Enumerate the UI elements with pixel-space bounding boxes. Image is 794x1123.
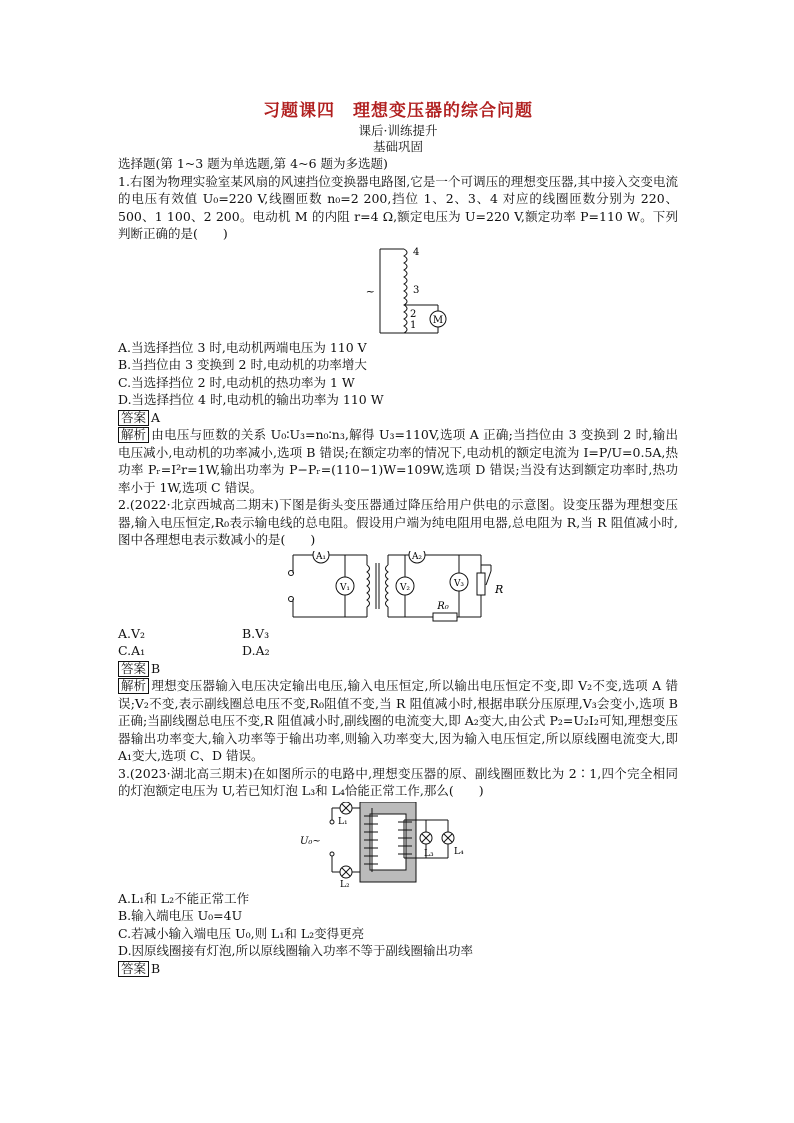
svg-text:R: R (495, 582, 504, 596)
motor-label: M (432, 314, 444, 326)
source-label: U₀~ (300, 835, 321, 847)
svg-text:L₁: L₁ (338, 816, 348, 827)
svg-text:V₂: V₂ (399, 582, 411, 593)
answer-tag: 答案 (118, 961, 149, 977)
subtitle: 课后·训练提升 (358, 123, 438, 138)
q3-option-b: B.输入端电压 U₀=4U (118, 908, 243, 923)
q2-analysis (118, 677, 678, 765)
q2-option-c: C.A₁ (118, 643, 146, 658)
q3-stem: 3.(2023·湖北高三期末)在如图所示的电路中,理想变压器的原、副线圈匝数比为 2∶1,四个完全相同的灯泡额定电压为 U,若已知灯泡 L₃和 L₄恰能正常工作,那么( ) (118, 765, 678, 798)
q2-figure (118, 551, 678, 623)
q2-option-d: D.A₂ (242, 643, 270, 658)
q3-figure (118, 802, 678, 888)
tap-2-label: 2 (410, 308, 417, 320)
page-content (118, 96, 678, 977)
page-title: 习题课四 理想变压器的综合问题 (263, 101, 533, 121)
svg-text:V₃: V₃ (453, 578, 465, 589)
q3-answer (118, 960, 678, 978)
svg-text:A₁: A₁ (315, 551, 327, 562)
q1-option-a: A.当选择挡位 3 时,电动机两端电压为 110 V (118, 339, 367, 355)
svg-text:R₀: R₀ (437, 600, 449, 612)
q1-stem: 1.右图为物理实验室某风扇的风速挡位变换器电路图,它是一个可调压的理想变压器,其中接入交变电流的电压有效值 U₀=220 V,线圈匝数 n₀=2 200,挡位 1、2、3、4 对应的线圈匝数分别为 220、500、1 100、2 200。电动机 M 的内阻 r=4 Ω,额定电压为 U=220 V,额定功率 P=110 W。下列判断正确的是( ) (118, 173, 678, 241)
q1-analysis-text: 由电压与匝数的关系 U₀∶U₃=n₀∶n₃,解得 U₃=110V,选项 A 正确;当挡位由 3 变换到 2 时,输出电压减小,电动机的功率减小,选项 B 错误;在额定功率的情况下,电动机的额定电流为 I=P/U=0.5A,热功率 Pᵣ=I²r=1W,输出功率为 P−Pᵣ=(110−1)W=109W,选项 D 错误;当没有达到额定功率时,热功率小于 1W,选项 C 错误。 (118, 427, 678, 495)
variable-resistor-r (477, 573, 485, 595)
analysis-tag: 解析 (118, 427, 149, 443)
resistor-r0 (433, 613, 457, 621)
q1-analysis (118, 426, 678, 496)
tap-1-label: 1 (410, 319, 417, 331)
q1-option-c: C.当选择挡位 2 时,电动机的热功率为 1 W (118, 374, 355, 390)
q2-analysis-text: 理想变压器输入电压决定输出电压,输入电压恒定,所以输出电压恒定不变,即 V₂不变,选项 A 错误;V₂不变,表示副线圈总电压不变,R₀阻值不变,当 R 阻值减小时,根据串联分压原理,V₃会变小,选项 B 正确;当副线圈总电压不变,R 阻值减小时,副线圈的电流变大,即 A₂变大,由公式 P₂=U₂I₂可知,理想变压器输出功率变大,输入功率等于输出功率,则输入功率变大,因为输入电压恒定,所以原线圈电流变大,即 A₁变大,选项 C、D 错误。 (118, 678, 678, 763)
q2-options-row-1 (118, 625, 678, 643)
q3-option-a: A.L₁和 L₂不能正常工作 (118, 890, 250, 906)
svg-text:L₂: L₂ (340, 879, 350, 888)
q2-option-b: B.V₃ (242, 625, 270, 641)
q1-answer-value: A (151, 409, 161, 425)
q3-option-d: D.因原线圈接有灯泡,所以原线圈输入功率不等于副线圈输出功率 (118, 943, 474, 958)
transformer-lamps-diagram (298, 802, 498, 888)
q1-answer (118, 409, 678, 427)
section-intro: 选择题(第 1~3 题为单选题,第 4~6 题为多选题) (118, 156, 388, 171)
section-title: 基础巩固 (372, 139, 423, 154)
q1-option-d: D.当选择挡位 4 时,电动机的输出功率为 110 W (118, 392, 384, 407)
q2-answer (118, 660, 678, 678)
ac-source-label: ~ (365, 284, 375, 298)
step-down-transformer-diagram (283, 551, 513, 623)
q3-answer-value: B (151, 960, 161, 976)
analysis-tag: 解析 (118, 678, 149, 694)
q2-options-row-2 (118, 642, 678, 660)
q2-option-a: A.V₂ (118, 625, 146, 641)
q3-option-c: C.若减小输入端电压 U₀,则 L₁和 L₂变得更亮 (118, 925, 365, 941)
tap-3-label: 3 (413, 284, 420, 296)
svg-text:A₂: A₂ (411, 551, 423, 562)
answer-tag: 答案 (118, 661, 149, 677)
autotransformer-diagram (338, 245, 458, 337)
svg-text:L₃: L₃ (424, 848, 434, 859)
q2-answer-value: B (151, 660, 161, 676)
q1-figure (118, 245, 678, 337)
svg-text:L₄: L₄ (454, 846, 464, 857)
svg-text:V₁: V₁ (339, 582, 351, 593)
q2-stem: 2.(2022·北京西城高二期末)下图是街头变压器通过降压给用户供电的示意图。设变压器为理想变压器,输入电压恒定,R₀表示输电线的总电阻。假设用户端为纯电阻用电器,总电阻为 R,当 R 阻值减小时,图中各理想电表示数减小的是( ) (118, 497, 678, 547)
answer-tag: 答案 (118, 410, 149, 426)
tap-4-label: 4 (413, 246, 420, 258)
q1-option-b: B.当挡位由 3 变换到 2 时,电动机的功率增大 (118, 357, 367, 372)
